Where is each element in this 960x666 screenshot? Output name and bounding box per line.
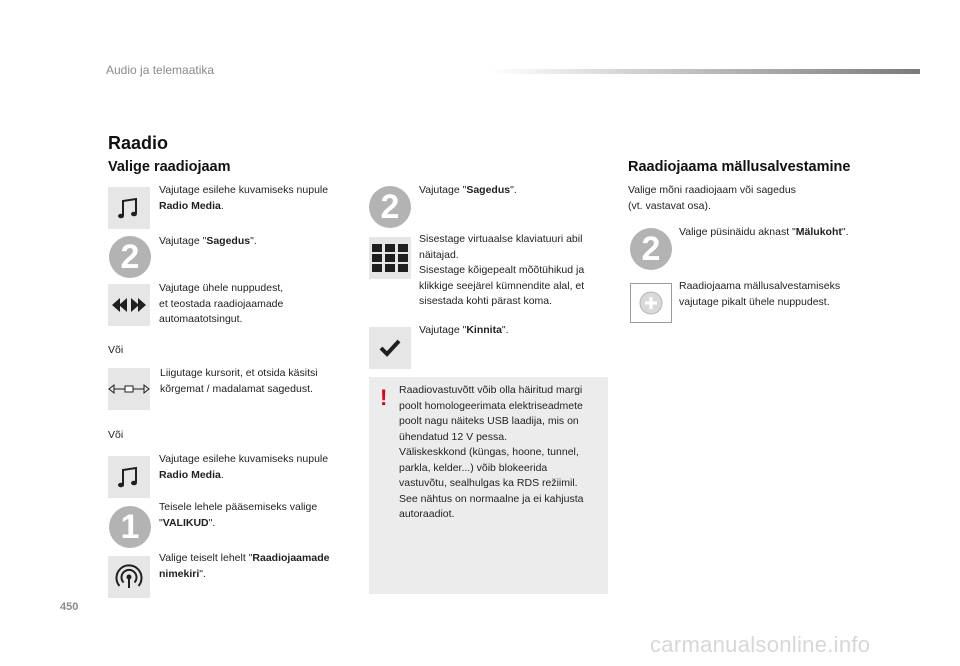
number-1-icon: 1 <box>109 506 151 548</box>
step-text-malukoht: Valige püsinäidu aknast "Mälukoht". <box>679 226 849 238</box>
or-label-2: Või <box>108 429 124 441</box>
step-text-station-list: Valige teiselt lehelt "Raadiojaamade nimekiri". <box>159 552 330 580</box>
slider-icon <box>108 368 150 410</box>
number-2-icon: 2 <box>630 228 672 270</box>
keypad-icon <box>369 237 411 279</box>
step-text-sagedus-2: Vajutage "Sagedus". <box>419 184 517 196</box>
music-note-icon <box>108 456 150 498</box>
step-text-auto-search: Vajutage ühele nuppudest, et teostada raadiojaamade automaatotsingut. <box>159 282 284 325</box>
page-number: 450 <box>60 601 79 613</box>
section-header: Audio ja telemaatika <box>106 63 215 77</box>
warning-mark-icon: ! <box>380 385 388 410</box>
step-text-kinnita: Vajutage "Kinnita". <box>419 324 509 336</box>
radio-waves-icon <box>108 556 150 598</box>
step-text-radio-media: Vajutage esilehe kuvamiseks nupule Radio Media. <box>159 184 329 212</box>
section-heading-preset-memory: Raadiojaama mällusalvestamine <box>628 159 851 175</box>
check-icon <box>369 327 411 369</box>
header-rule <box>490 69 920 74</box>
step-text-keypad: Sisestage virtuaalse klaviatuuri abil näitajad. Sisestage kõigepealt mõõtühikud ja klikkige seejärel kümnendite alal, et sisestada kohti pärast koma. <box>419 233 585 307</box>
step-text-valikud: Teisele lehele pääsemiseks valige "VALIKUD". <box>159 501 318 529</box>
step-text-save-preset: Raadiojaama mällusalvestamiseks vajutage pikalt ühele nuppudest. <box>679 280 841 308</box>
number-2-icon: 2 <box>109 236 151 278</box>
step-text-sagedus: Vajutage "Sagedus". <box>159 235 257 247</box>
music-note-icon <box>108 187 150 229</box>
or-label-1: Või <box>108 344 124 356</box>
add-preset-icon <box>630 283 672 323</box>
step-text-manual-search: Liigutage kursorit, et otsida käsitsi kõrgemat / madalamat sagedust. <box>160 367 318 395</box>
seek-arrows-icon <box>108 284 150 326</box>
page-title: Raadio <box>108 133 169 153</box>
section-heading-select-station: Valige raadiojaam <box>108 159 231 175</box>
step-text-radio-media-2: Vajutage esilehe kuvamiseks nupule Radio Media. <box>159 453 329 481</box>
preset-intro-text: Valige mõni raadiojaam või sagedus (vt. vastavat osa). <box>628 184 796 212</box>
watermark: carmanualsonline.info <box>650 632 871 657</box>
warning-note-text: Raadiovastuvõtt võib olla häiritud margi poolt homologeerimata elektriseadmete poolt nagu näiteks USB laadija, mis on ühendatud 12 V pessa. Väliskeskkond (küngas, hoone, tunnel, parkla, kelder...) võib blokeerida vastuvõtu, sealhulgas ka RDS režiimil. See nähtus on normaalne ja ei kahjusta autoraadiot. <box>399 384 584 520</box>
number-2-icon: 2 <box>369 186 411 228</box>
